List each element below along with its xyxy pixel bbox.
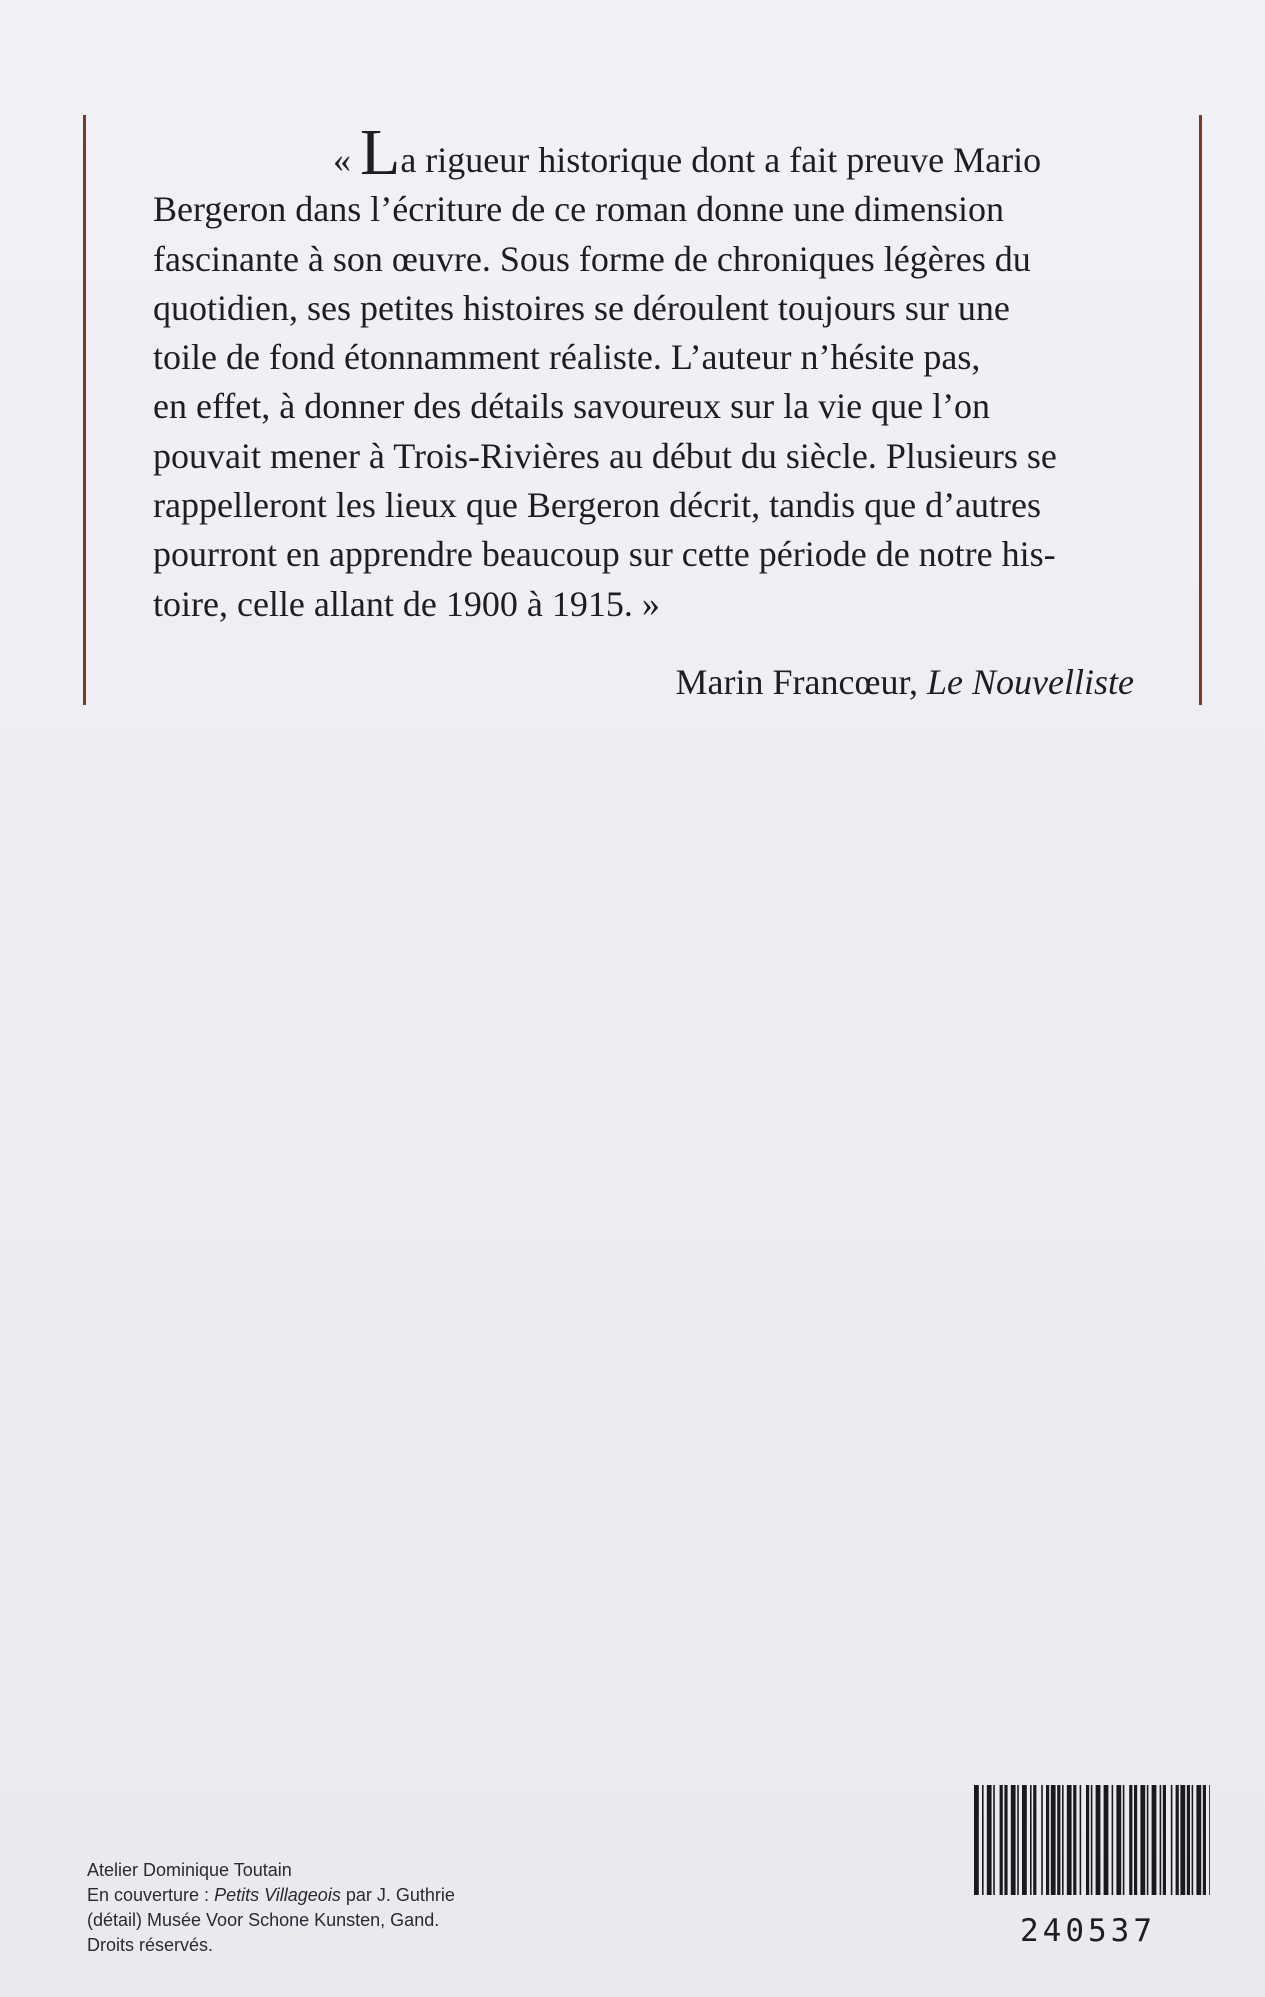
barcode-bar	[1187, 1785, 1190, 1895]
attribution-author: Marin Francœur,	[675, 662, 928, 702]
credits-artwork-title: Petits Villageois	[214, 1885, 341, 1905]
barcode-bar	[1171, 1785, 1173, 1895]
quote-line-3: fascinante à son œuvre. Sous forme de chroniques légères du	[153, 238, 1031, 279]
barcode-bar	[1033, 1785, 1036, 1895]
barcode-bar	[1196, 1785, 1201, 1895]
barcode-bar	[1017, 1785, 1019, 1895]
barcode-bar	[1073, 1785, 1076, 1895]
barcode-bar	[1067, 1785, 1072, 1895]
barcode-bar	[1104, 1785, 1109, 1895]
barcode-bar	[1000, 1785, 1003, 1895]
credits-line-3: (détail) Musée Voor Schone Kunsten, Gand.	[87, 1910, 440, 1930]
right-vertical-rule	[1199, 115, 1202, 705]
barcode-bar	[1096, 1785, 1101, 1895]
barcode-bar	[1192, 1785, 1194, 1895]
barcode-bar	[1112, 1785, 1114, 1895]
quote-attribution	[676, 658, 1134, 706]
barcode-bar	[1123, 1785, 1125, 1895]
review-quote	[153, 116, 1134, 629]
barcode-bar	[1203, 1785, 1206, 1895]
barcode-bar	[1160, 1785, 1162, 1895]
quote-line-1	[153, 116, 1134, 189]
barcode-bar	[1209, 1785, 1210, 1895]
quote-line-4: quotidien, ses petites histoires se déroulent toujours sur une	[153, 287, 1010, 328]
barcode-bar	[1051, 1785, 1056, 1895]
barcode-bar	[1116, 1785, 1121, 1895]
quote-line-8: rappelleront les lieux que Bergeron décrit, tandis que d’autres	[153, 485, 1042, 526]
left-vertical-rule	[83, 115, 86, 705]
barcode	[972, 1785, 1212, 1895]
barcode-bar	[1140, 1785, 1145, 1895]
quote-line-10: toire, celle allant de 1900 à 1915. »	[153, 583, 660, 624]
barcode-bar	[1011, 1785, 1016, 1895]
barcode-bar	[1134, 1785, 1137, 1895]
barcode-bar	[1091, 1785, 1093, 1895]
barcode-bar	[1180, 1785, 1185, 1895]
barcode-bar	[1062, 1785, 1064, 1895]
barcode-bar	[1152, 1785, 1157, 1895]
barcode-number: 240537	[1020, 1913, 1156, 1949]
barcode-bar	[1129, 1785, 1132, 1895]
quote-line-1-text: a rigueur historique dont a fait preuve Mario	[400, 140, 1042, 180]
barcode-bar	[982, 1785, 984, 1895]
quote-line-9: pourront en apprendre beaucoup sur cette période de notre his-	[153, 534, 1056, 575]
cover-credits	[87, 1858, 455, 1958]
barcode-bar	[1080, 1785, 1082, 1895]
barcode-bar	[974, 1785, 979, 1895]
credits-line-2-suffix: par J. Guthrie	[340, 1885, 455, 1905]
quote-line-7: pouvait mener à Trois-Rivières au début du siècle. Plusieurs se	[153, 435, 1057, 476]
barcode-bar	[1086, 1785, 1089, 1895]
quote-dropcap: L	[360, 116, 401, 189]
barcode-bar	[1163, 1785, 1166, 1895]
barcode-bars	[972, 1785, 1212, 1895]
barcode-bar	[1057, 1785, 1060, 1895]
barcode-bar	[1176, 1785, 1179, 1895]
barcode-bar	[987, 1785, 992, 1895]
open-quote-mark: «	[333, 140, 360, 180]
credits-line-4: Droits réservés.	[87, 1935, 214, 1955]
barcode-bar	[1030, 1785, 1032, 1895]
barcode-bar	[1046, 1785, 1049, 1895]
barcode-bar	[1022, 1785, 1027, 1895]
barcode-bar	[1004, 1785, 1007, 1895]
quote-line-6: en effet, à donner des détails savoureux sur la vie que l’on	[153, 386, 991, 427]
attribution-publication: Le Nouvelliste	[927, 662, 1134, 702]
credits-line-2	[87, 1883, 455, 1908]
quote-line-5: toile de fond étonnamment réaliste. L’auteur n’hésite pas,	[153, 337, 981, 378]
quote-line-2: Bergeron dans l’écriture de ce roman donne une dimension	[153, 189, 1005, 230]
barcode-bar	[1041, 1785, 1043, 1895]
barcode-bar	[1147, 1785, 1149, 1895]
credits-line-1: Atelier Dominique Toutain	[87, 1860, 292, 1880]
credits-line-2-prefix: En couverture :	[87, 1885, 215, 1905]
barcode-bar	[993, 1785, 995, 1895]
